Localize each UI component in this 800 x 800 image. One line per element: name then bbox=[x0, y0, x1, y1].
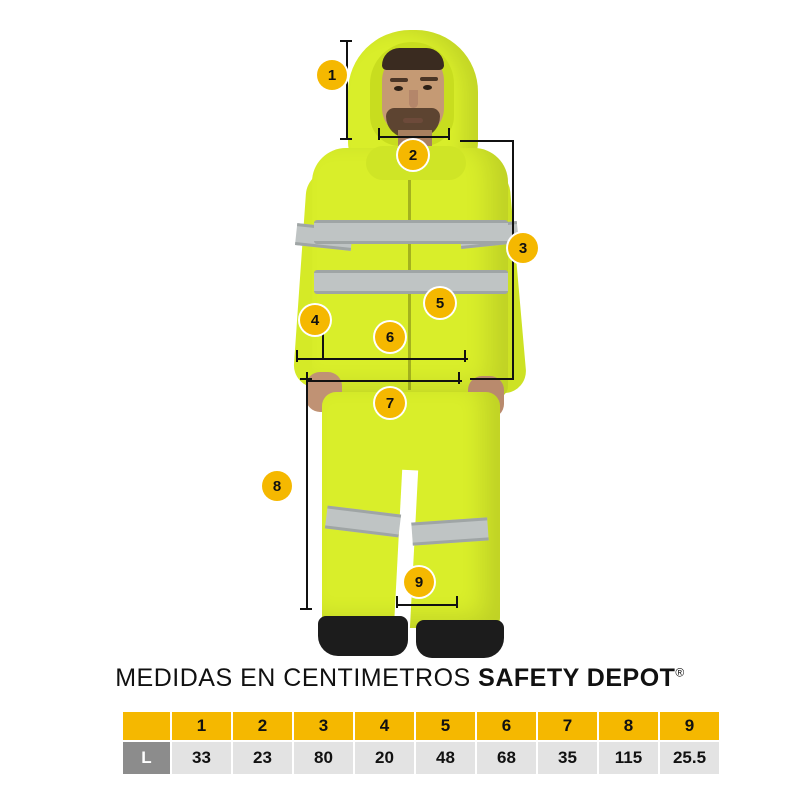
size-table-corner bbox=[122, 711, 171, 741]
dim7-cap-right bbox=[458, 372, 460, 384]
cell-7: 35 bbox=[537, 741, 598, 775]
size-table bbox=[121, 710, 721, 776]
column-header-2: 2 bbox=[232, 711, 293, 741]
column-header-1: 1 bbox=[171, 711, 232, 741]
marker-1: 1 bbox=[317, 60, 347, 90]
marker-7: 7 bbox=[375, 388, 405, 418]
cell-4: 20 bbox=[354, 741, 415, 775]
dim6-cap-right bbox=[464, 350, 466, 362]
cell-5: 48 bbox=[415, 741, 476, 775]
cell-1: 33 bbox=[171, 741, 232, 775]
size-table-body bbox=[122, 741, 720, 775]
dim2-line bbox=[378, 136, 450, 138]
reflective-stripe-chest-upper bbox=[314, 220, 508, 244]
marker-6: 6 bbox=[375, 322, 405, 352]
column-header-6: 6 bbox=[476, 711, 537, 741]
chart-caption bbox=[0, 664, 800, 693]
marker-2: 2 bbox=[398, 140, 428, 170]
dim2-cap-left bbox=[378, 128, 380, 140]
dim9-cap-right bbox=[456, 596, 458, 608]
dim3-leader-bottom bbox=[470, 378, 514, 380]
cell-6: 68 bbox=[476, 741, 537, 775]
dim6-line bbox=[296, 358, 468, 360]
left-boot bbox=[318, 616, 408, 656]
dim9-cap-left bbox=[396, 596, 398, 608]
dim8-cap-bottom bbox=[300, 608, 312, 610]
dim9-line bbox=[396, 604, 458, 606]
dim7-line bbox=[306, 380, 462, 382]
marker-8: 8 bbox=[262, 471, 292, 501]
cell-2: 23 bbox=[232, 741, 293, 775]
cell-8: 115 bbox=[598, 741, 659, 775]
mouth-shape bbox=[403, 118, 423, 123]
reflective-stripe-chest-lower bbox=[314, 270, 508, 294]
registered-mark: ® bbox=[675, 665, 685, 680]
dim8-line bbox=[306, 378, 308, 610]
brand-name: SAFETY DEPOT bbox=[478, 664, 676, 692]
column-header-7: 7 bbox=[537, 711, 598, 741]
right-eye bbox=[423, 85, 432, 90]
right-eyebrow bbox=[420, 77, 438, 81]
size-label: L bbox=[122, 741, 171, 775]
table-row bbox=[122, 741, 720, 775]
hair-shape bbox=[382, 48, 444, 70]
size-table-header-row bbox=[122, 711, 720, 741]
column-header-9: 9 bbox=[659, 711, 720, 741]
column-header-3: 3 bbox=[293, 711, 354, 741]
marker-3: 3 bbox=[508, 233, 538, 263]
right-boot bbox=[416, 620, 504, 658]
marker-9: 9 bbox=[404, 567, 434, 597]
marker-4: 4 bbox=[300, 305, 330, 335]
dim6-cap-left bbox=[296, 350, 298, 362]
cell-9: 25.5 bbox=[659, 741, 720, 775]
column-header-8: 8 bbox=[598, 711, 659, 741]
dim1-cap-bottom bbox=[340, 138, 352, 140]
caption-text: MEDIDAS EN CENTIMETROS bbox=[115, 664, 471, 692]
dim1-line bbox=[346, 40, 348, 140]
marker-5: 5 bbox=[425, 288, 455, 318]
model-figure bbox=[270, 20, 540, 660]
dim3-leader-top bbox=[460, 140, 514, 142]
left-eyebrow bbox=[390, 78, 408, 82]
left-eye bbox=[394, 86, 403, 91]
column-header-5: 5 bbox=[415, 711, 476, 741]
dim2-cap-right bbox=[448, 128, 450, 140]
column-header-4: 4 bbox=[354, 711, 415, 741]
cell-3: 80 bbox=[293, 741, 354, 775]
nose-shape bbox=[409, 90, 418, 108]
size-table-head bbox=[122, 711, 720, 741]
